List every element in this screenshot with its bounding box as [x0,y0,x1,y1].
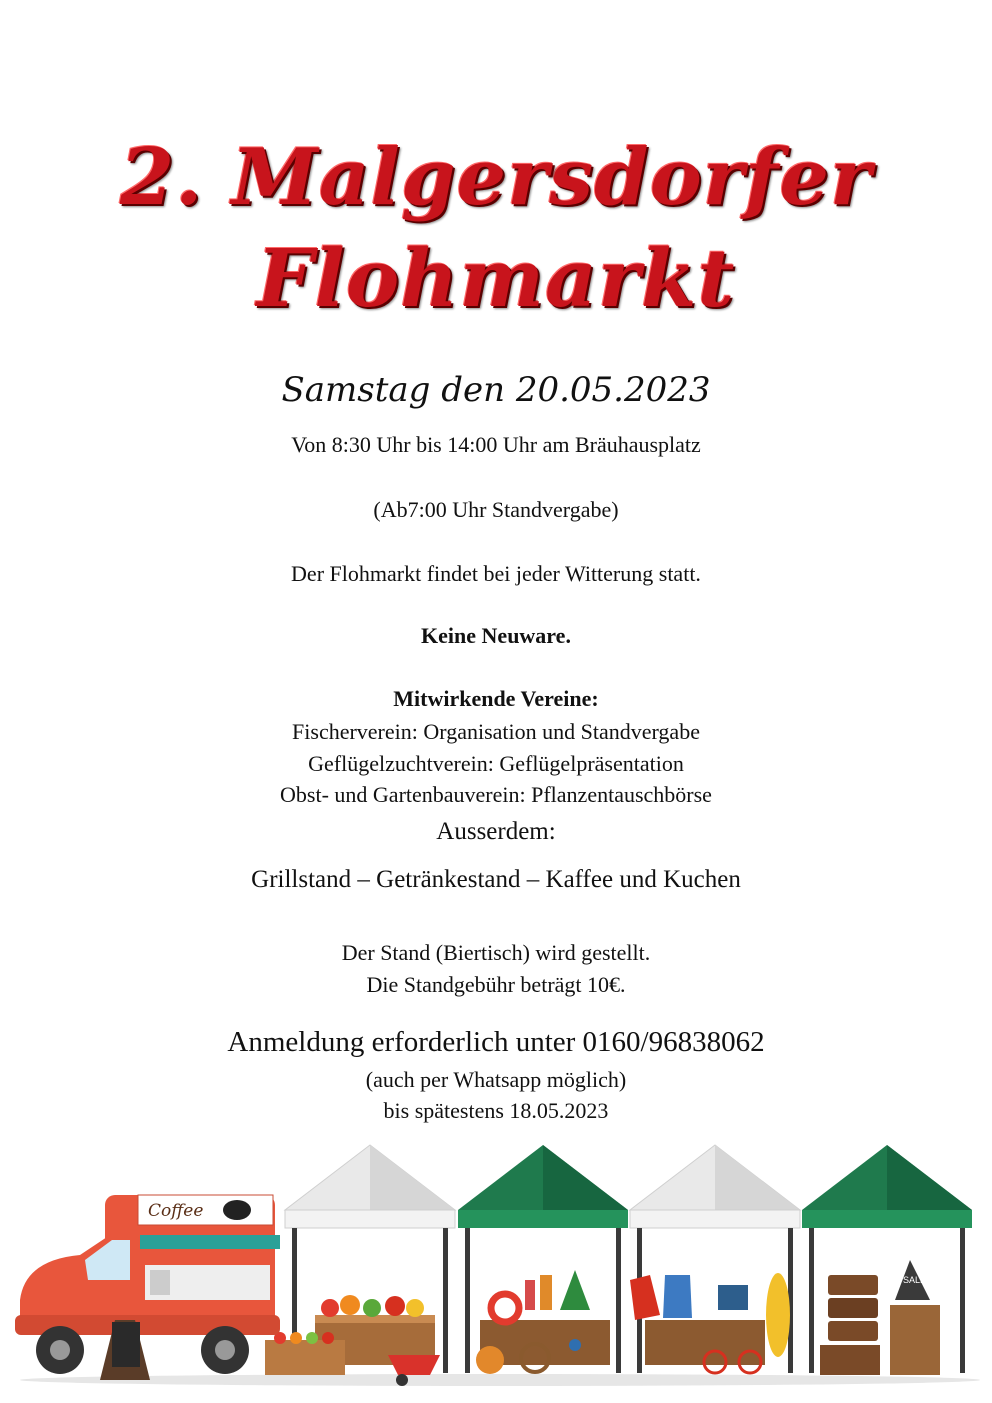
event-date: Samstag den 20.05.2023 [281,370,711,410]
tent-white-2 [630,1145,800,1373]
title-line-2: Flohmarkt [256,231,736,325]
club-item: Fischerverein: Organisation und Standvergabe [292,719,700,744]
setup-time: (Ab7:00 Uhr Standvergabe) [373,497,619,522]
sale-sign-text: SALE [903,1275,927,1285]
stand-info: Der Stand (Biertisch) wird gestellt. [341,940,651,965]
market-illustration [0,1140,992,1390]
whatsapp-note: (auch per Whatsapp möglich) [365,1067,627,1092]
fee-info: Die Standgebühr beträgt 10€. [366,972,626,997]
club-item: Geflügelzuchtverein: Geflügelpräsentation [308,751,684,776]
no-new-goods: Keine Neuware. [421,623,571,648]
registration: Anmeldung erforderlich unter 0160/96838062 [227,1026,765,1058]
also-list: Grillstand – Getränkestand – Kaffee und Kuchen [251,866,741,893]
truck-sign-text: Coffee [148,1201,204,1221]
tent-white-1 [265,1145,455,1386]
event-time: Von 8:30 Uhr bis 14:00 Uhr am Bräuhausplatz [291,432,701,457]
title-line-1: 2. Malgersdorfer [119,132,873,223]
tent-green-1 [458,1145,628,1374]
coffee-truck [15,1195,280,1380]
club-item: Obst- und Gartenbauverein: Pflanzentauschbörse [280,782,712,807]
tent-green-2 [802,1145,972,1375]
also-heading: Ausserdem: [436,818,556,845]
deadline: bis spätestens 18.05.2023 [383,1098,609,1123]
weather-note: Der Flohmarkt findet bei jeder Witterung statt. [291,561,701,586]
clubs-heading: Mitwirkende Vereine: [393,686,599,711]
